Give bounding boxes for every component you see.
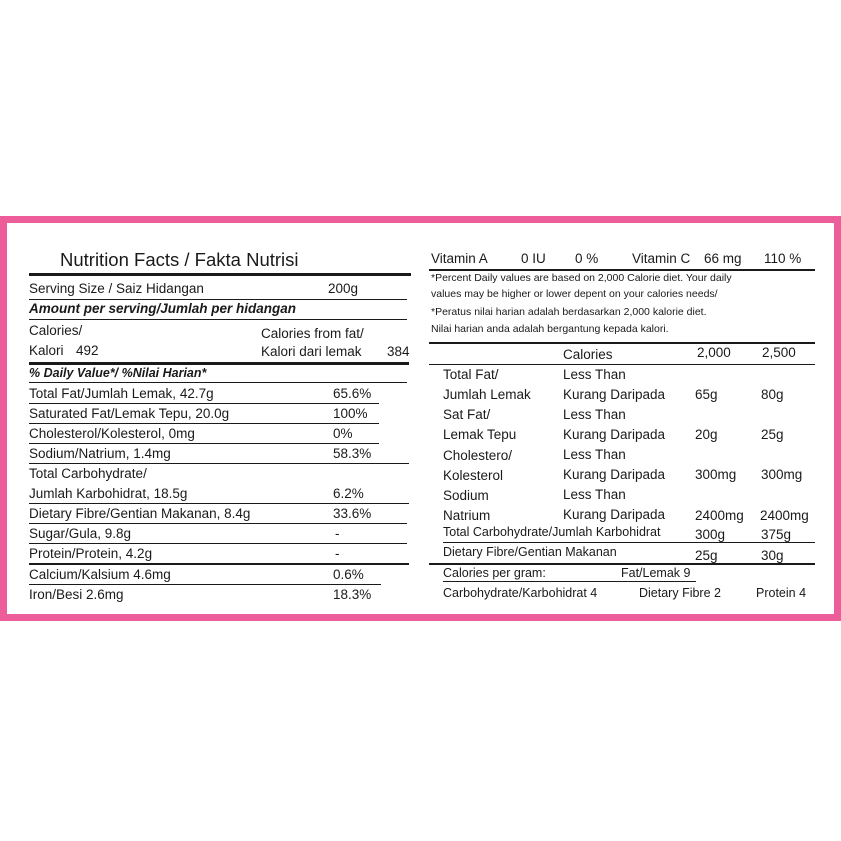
nutrient-dv: - <box>335 546 340 561</box>
table-header-rule <box>429 364 815 365</box>
protein-per-gram: Protein 4 <box>756 586 807 600</box>
nutrient-name: Sodium/Natrium, 1.4mg <box>29 446 171 461</box>
nutrient-dv: 65.6% <box>333 386 372 401</box>
daily-table-cell: Jumlah Lemak <box>443 387 531 402</box>
nutrient-name: Saturated Fat/Lemak Tepu, 20.0g <box>29 406 230 421</box>
nutrient-name: Protein/Protein, 4.2g <box>29 546 153 561</box>
carbohydrate-2000: 300g <box>695 527 726 542</box>
vitamin-c-amount: 66 mg <box>704 251 742 266</box>
fat-per-gram: Fat/Lemak 9 <box>621 566 691 580</box>
nutrient-dv: - <box>335 526 340 541</box>
nutrient-name: Total Carbohydrate/ <box>29 466 147 481</box>
serving-size-value: 200g <box>328 281 359 296</box>
serving-rule <box>29 299 407 300</box>
daily-table-cell: 65g <box>695 387 718 402</box>
row-rule <box>29 584 381 585</box>
title-rule <box>29 273 411 276</box>
daily-table-cell: 300mg <box>695 467 737 482</box>
vitamin-a-percent: 0 % <box>575 251 599 266</box>
per-gram-rule <box>443 581 696 582</box>
daily-table-cell: 2400mg <box>695 508 744 523</box>
row-rule <box>29 503 409 504</box>
nutrient-dv: 58.3% <box>333 446 372 461</box>
carbohydrate-per-gram: Carbohydrate/Karbohidrat 4 <box>443 586 598 600</box>
table-header-calories: Calories <box>563 347 613 362</box>
kalori-value: 492 <box>76 343 99 358</box>
amount-rule <box>29 319 407 320</box>
nutrient-dv: 0.6% <box>333 567 364 582</box>
fibre-2000: 25g <box>695 548 718 563</box>
footnote-line: Nilai harian anda adalah bergantung kepada kalori. <box>431 323 669 335</box>
pink-border-frame <box>0 216 841 621</box>
table-header-2000: 2,000 <box>697 345 731 360</box>
vitamin-a-amount: 0 IU <box>521 251 546 266</box>
kalori-dari-lemak-label: Kalori dari lemak <box>261 344 362 359</box>
carbohydrate-label: Total Carbohydrate/Jumlah Karbohidrat <box>443 525 661 539</box>
calories-per-gram-label: Calories per gram: <box>443 566 546 580</box>
daily-table-cell: 20g <box>695 427 718 442</box>
daily-table-cell: Kurang Daripada <box>563 387 666 402</box>
row-rule <box>29 523 407 524</box>
table-header-2500: 2,500 <box>762 345 796 360</box>
daily-table-cell: Natrium <box>443 508 491 523</box>
vitamin-c-percent: 110 % <box>764 251 802 266</box>
daily-table-cell: Lemak Tepu <box>443 427 517 442</box>
nutrient-dv: 33.6% <box>333 506 372 521</box>
nutrient-name: Dietary Fibre/Gentian Makanan, 8.4g <box>29 506 251 521</box>
nutrient-name: Jumlah Karbohidrat, 18.5g <box>29 486 188 501</box>
daily-table-cell: 80g <box>761 387 784 402</box>
fibre-label: Dietary Fibre/Gentian Makanan <box>443 545 617 559</box>
daily-table-cell: 2400mg <box>760 508 809 523</box>
fibre-2500: 30g <box>761 548 784 563</box>
footnote-rule <box>429 342 815 344</box>
kalori-label: Kalori <box>29 343 64 358</box>
carb-rule <box>443 542 815 543</box>
calories-label: Calories/ <box>29 323 83 338</box>
carbohydrate-2500: 375g <box>761 527 792 542</box>
nutrient-dv: 18.3% <box>333 587 372 602</box>
daily-table-cell: Less Than <box>563 447 626 462</box>
row-rule <box>29 443 379 444</box>
nutrition-label <box>7 223 834 614</box>
daily-table-cell: Kolesterol <box>443 468 504 483</box>
nutrient-name: Cholesterol/Kolesterol, 0mg <box>29 426 195 441</box>
daily-table-cell: Sodium <box>443 488 489 503</box>
row-rule <box>29 463 409 464</box>
row-rule <box>29 403 379 404</box>
daily-table-cell: Kurang Daripada <box>563 467 666 482</box>
calories-rule <box>29 362 409 365</box>
calories-from-fat-value: 384 <box>387 344 410 359</box>
daily-table-cell: 25g <box>761 427 784 442</box>
nutrient-dv: 6.2% <box>333 486 364 501</box>
daily-table-cell: Total Fat/ <box>443 367 499 382</box>
dv-rule <box>29 382 407 383</box>
vitamin-a-label: Vitamin A <box>431 251 488 266</box>
daily-table-cell: Sat Fat/ <box>443 407 491 422</box>
nutrient-name: Total Fat/Jumlah Lemak, 42.7g <box>29 386 214 401</box>
daily-table-cell: Kurang Daripada <box>563 507 666 522</box>
amount-per-serving: Amount per serving/Jumlah per hidangan <box>29 301 297 316</box>
label-title: Nutrition Facts / Fakta Nutrisi <box>60 249 299 270</box>
nutrient-name: Sugar/Gula, 9.8g <box>29 526 132 541</box>
daily-table-cell: Less Than <box>563 367 626 382</box>
serving-size-label: Serving Size / Saiz Hidangan <box>29 281 204 296</box>
footnote-line: values may be higher or lower depent on your calories needs/ <box>431 288 718 300</box>
row-rule <box>29 543 407 544</box>
row-rule <box>29 423 379 424</box>
daily-table-cell: 300mg <box>761 467 803 482</box>
daily-table-cell: Less Than <box>563 407 626 422</box>
nutrient-name: Iron/Besi 2.6mg <box>29 587 124 602</box>
vitamin-c-label: Vitamin C <box>632 251 691 266</box>
daily-value-header: % Daily Value*/ %Nilai Harian* <box>29 366 207 380</box>
daily-table-cell: Cholestero/ <box>443 448 513 463</box>
daily-table-cell: Kurang Daripada <box>563 427 666 442</box>
nutrient-dv: 100% <box>333 406 368 421</box>
nutrient-name: Calcium/Kalsium 4.6mg <box>29 567 171 582</box>
calories-from-fat-label: Calories from fat/ <box>261 326 364 341</box>
daily-table-cell: Less Than <box>563 487 626 502</box>
fibre-per-gram: Dietary Fibre 2 <box>639 586 721 600</box>
vitamin-rule <box>429 269 815 271</box>
nutrient-dv: 0% <box>333 426 353 441</box>
row-rule <box>29 563 409 565</box>
fibre-rule <box>429 563 815 565</box>
footnote-line: *Percent Daily values are based on 2,000 Calorie diet. Your daily <box>431 272 732 284</box>
footnote-line: *Peratus nilai harian adalah berdasarkan 2,000 kalorie diet. <box>431 306 707 318</box>
